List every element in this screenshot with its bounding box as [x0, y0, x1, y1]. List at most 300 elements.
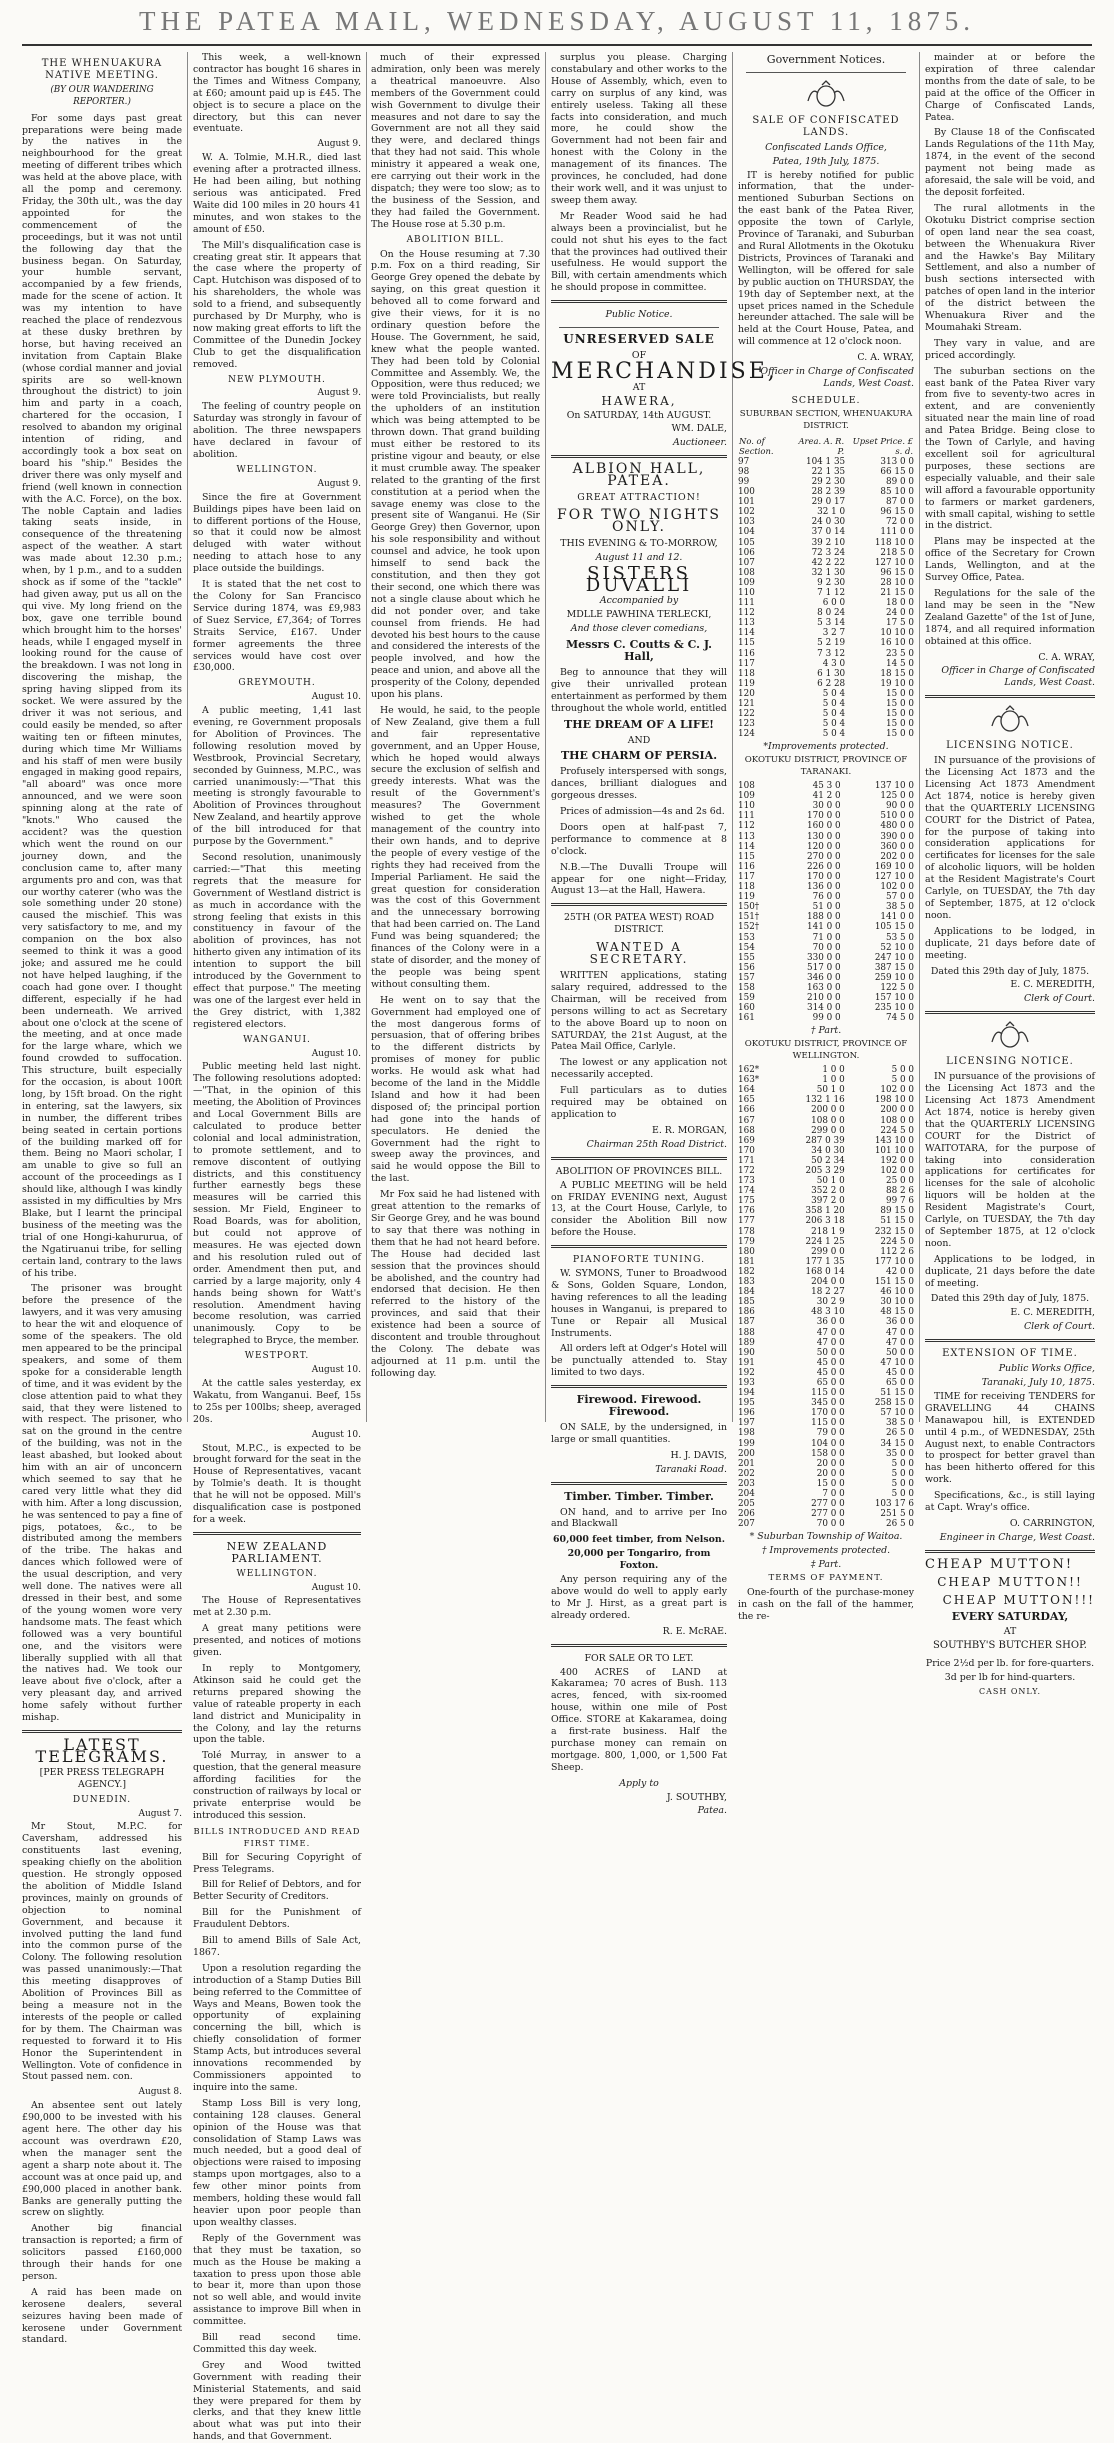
confiscated-lands-heading: SALE OF CONFISCATED LANDS.: [752, 114, 900, 138]
parliament-subheading: BILLS INTRODUCED AND READ FIRST TIME.: [193, 1825, 361, 1848]
table-cell: 52 10 0: [880, 942, 914, 953]
government-notices-heading: Government Notices.: [766, 53, 886, 66]
table-cell: 20 0 0: [816, 1458, 845, 1469]
table-row: [738, 497, 914, 507]
table-cell: 74 5 0: [886, 1013, 914, 1024]
table-cell: 100: [738, 487, 755, 498]
column-divider: [545, 52, 546, 1422]
schedule-table-2: [738, 781, 914, 1023]
table-cell: 127 10 0: [874, 871, 914, 882]
terms-paragraph: One-fourth of the purchase-money in cash on the fall of the hammer, the re-: [738, 1587, 914, 1622]
table-row: [738, 1247, 914, 1257]
sale-heading: UNRESERVED SALE: [563, 332, 715, 347]
table-cell: 200 0 0: [811, 1105, 845, 1116]
table-row: [738, 1075, 914, 1085]
table-cell: 157 10 0: [874, 993, 914, 1004]
table-cell: 5 0 0: [891, 1458, 914, 1469]
table-cell: 192: [738, 1367, 755, 1378]
table-cell: 76 0 0: [812, 892, 841, 903]
table-cell: 109: [738, 577, 755, 588]
table-cell: 188: [738, 1327, 755, 1338]
table-row: [738, 1317, 914, 1327]
telegram-paragraph: Public meeting held last night. The following resolutions adopted:—"That, in the opinion of this meeting, the Abolition of Provinces and Local Government Bills are calculated to produce better colonial and local administration, to promote settlement, and to remove discontent of outlying districts, and this constituency further earnestly begs these measures will be carried this session. Mr Field, Engineer to Road Boards, was for abolition, but could not approve of measures. He was ejected down and his resolution ruled out of order. Amendment then put, and carried by a large majority, only 4 hands being shown for Watt's resolution. Amendment having become resolution, was carried unanimously. Copy to be telegraphed to Bryce, the member.: [193, 1061, 361, 1347]
sale-place: HAWERA,: [601, 393, 677, 408]
licensing-date: Dated this 29th day of July, 1875.: [930, 965, 1090, 977]
table-cell: 166: [738, 1105, 755, 1116]
table-cell: 7 1 12: [817, 587, 846, 598]
great-attraction: GREAT ATTRACTION!: [577, 492, 701, 504]
table-cell: 150†: [738, 902, 760, 913]
show-dates: August 11 and 12.: [595, 551, 683, 563]
column-header: Area. A. R. P.: [798, 435, 845, 456]
table-cell: 96 15 0: [880, 567, 914, 578]
table-row: [738, 1013, 914, 1023]
albion-hall-heading: ALBION HALL, PATEA.: [572, 461, 706, 490]
table-cell: 201: [738, 1458, 755, 1469]
comedians-label: And those clever comedians,: [570, 623, 708, 635]
table-cell: 21 15 0: [880, 587, 914, 598]
telegram-paragraph: Another big financial transaction is reported; a firm of solicitors passed £160,000 through their hands for one person.: [22, 2223, 182, 2282]
table-cell: 177: [738, 1216, 755, 1227]
table-cell: 4 3 0: [822, 658, 846, 669]
table-cell: 97: [738, 456, 750, 467]
table-cell: 7 0 0: [822, 1489, 845, 1499]
table-cell: 15 0 0: [886, 719, 914, 730]
table-cell: 198 10 0: [874, 1095, 914, 1106]
rule: [559, 327, 719, 328]
table-cell: 330 0 0: [807, 952, 841, 963]
table-cell: 192 0 0: [880, 1155, 914, 1166]
table-cell: 174: [738, 1186, 755, 1197]
table-row: [738, 1408, 914, 1418]
table-row: [738, 1459, 914, 1469]
table-row: [738, 943, 914, 953]
column-3: [371, 52, 540, 1424]
table-cell: 161: [738, 1013, 755, 1024]
table-cell: 165: [738, 1095, 755, 1106]
table-cell: 108: [738, 567, 755, 578]
table-cell: 17 5 0: [886, 618, 914, 629]
table-cell: 89 0 0: [886, 476, 914, 487]
table-cell: 270 0 0: [807, 851, 841, 862]
table-cell: 251 5 0: [880, 1509, 914, 1520]
table-cell: 182: [738, 1266, 755, 1277]
abolition-paragraph: A PUBLIC MEETING will be held on FRIDAY EVENING next, August 13, at the Court House, Carlyle, to consider the Abolition Bill now before the House.: [551, 1179, 727, 1239]
table-cell: 277 0 0: [811, 1499, 845, 1510]
table-cell: 170 0 0: [807, 871, 841, 882]
table-cell: 5 0 4: [822, 688, 846, 699]
newspaper-title: THE PATEA MAIL, WEDNESDAY, AUGUST 11, 1875.: [138, 6, 976, 36]
dateline-place: GREYMOUTH.: [238, 678, 316, 689]
table-cell: 169 10 0: [874, 861, 914, 872]
table-cell: 15 0 0: [886, 709, 914, 720]
table-row: [738, 1267, 914, 1277]
table-cell: 198: [738, 1428, 755, 1439]
parliament-paragraph: The House of Representatives met at 2.30 p.m.: [193, 1595, 361, 1619]
table-cell: 185: [738, 1297, 755, 1308]
every-saturday: EVERY SATURDAY,: [951, 1609, 1069, 1623]
mutton-line-1: CHEAP MUTTON!: [925, 1556, 1074, 1572]
table-cell: 287 0 39: [805, 1135, 845, 1146]
table-cell: 224 5 0: [880, 1125, 914, 1136]
table-cell: 206: [738, 1509, 755, 1520]
table-cell: 102: [738, 507, 755, 518]
table-row: [738, 1116, 914, 1126]
table-cell: 122: [738, 709, 755, 720]
telegram-paragraph: It is stated that the net cost to the Colony for San Francisco Service during 1874, was £9,983 of Suez Service, £7,364; of Torres Straits Service, £167. Under former agreements the three services would have cost over £30,000.: [193, 579, 361, 674]
table-cell: 299 0 0: [811, 1246, 845, 1257]
table-cell: 41 2 0: [812, 791, 841, 802]
table-cell: 115: [738, 638, 755, 649]
extension-heading: EXTENSION OF TIME.: [942, 1348, 1078, 1360]
table-cell: 103 17 6: [874, 1499, 914, 1510]
table-row: [738, 507, 914, 517]
table-row: [738, 1146, 914, 1156]
table-cell: 107: [738, 557, 755, 568]
engineer-name: O. CARRINGTON,: [1009, 1517, 1095, 1529]
table-cell: 111 0 0: [880, 527, 914, 538]
table-cell: 26 5 0: [886, 1428, 914, 1439]
table-cell: 45 3 0: [812, 781, 841, 792]
table-cell: 28 2 39: [811, 487, 846, 498]
table-cell: 205: [738, 1499, 755, 1510]
office-line: Confiscated Lands Office,: [765, 141, 887, 153]
table-row: [738, 1499, 914, 1509]
table-cell: 176: [738, 1206, 755, 1217]
table-cell: 15 0 0: [886, 688, 914, 699]
parliament-paragraph: Bill for the Punishment of Fraudulent Debtors.: [193, 1907, 361, 1931]
table-cell: 188 0 0: [807, 912, 841, 923]
table-row: [738, 1509, 914, 1519]
table-cell: 39 2 10: [811, 537, 846, 548]
table-row: [738, 608, 914, 618]
table-cell: 104: [738, 527, 755, 538]
table-cell: 110: [738, 801, 755, 812]
table-cell: 117: [738, 871, 755, 882]
abolition-heading: ABOLITION OF PROVINCES BILL.: [555, 1165, 723, 1177]
table-cell: 102 0 0: [880, 882, 914, 893]
table-cell: 163 0 0: [807, 982, 841, 993]
table-cell: 5 0 0: [891, 1489, 914, 1499]
table-cell: 5 0 4: [822, 709, 846, 720]
table-cell: 196: [738, 1408, 755, 1419]
section-rule: [925, 1011, 1095, 1014]
table-row: [738, 862, 914, 872]
price-fore: Price 2½d per lb. for fore-quarters.: [925, 1658, 1095, 1670]
table-cell: 172: [738, 1166, 755, 1176]
article-paragraph: The prisoner was brought before the presence of the lawyers, and it was very amusing to hear the wit and eloquence of some of the speakers. The old men appeared to be the principal speakers, and some of them spoke for a considerable length of time, and it was evident by the close attention paid to what they said, that they were listened to with respect. The prisoner, who sat on the ground in the centre of the building, was not in the least abashed, but looked about him with an air of unconcern which seemed to say that he cared very little what they did with him. After a long discussion, he was sentenced to pay a fine of pigs, potatoes, &c., to be distributed among the members of the tribe. The hakas and dances which followed were of the usual description, and very well done. The natives were all dressed in their best, and some of the young women wore very handsome mats. The feast which followed was a very bountiful one, and the visitors were liberally supplied with all that the natives had. We took our leave about five o'clock, after a very pleasant day, and arrived home safely without further mishap.: [22, 1283, 182, 1724]
table-row: [738, 457, 914, 467]
telegram-paragraph: W. A. Tolmie, M.H.R., died last evening after a protracted illness. He had been ailing, but nothing serious was anticipated. Fred Waite did 100 miles in 20 hours 41 minutes, and won stakes to the amount of £50.: [193, 152, 361, 235]
wanted-paragraph: WRITTEN applications, stating salary required, addressed to the Chairman, will be received from persons willing to act as Secretary to the above Board up to noon on SATURDAY, the 21st August, at the Patea Mail Office, Carlyle.: [551, 970, 727, 1053]
table-cell: 121: [738, 699, 755, 709]
table-cell: 160: [738, 1003, 755, 1014]
table-row: [738, 719, 914, 729]
table-cell: 117: [738, 658, 755, 669]
table-cell: 164: [738, 1085, 755, 1096]
table-cell: 105: [738, 537, 755, 548]
table-cell: 120: [738, 688, 755, 699]
telegram-paragraph: This week, a well-known contractor has bought 16 shares in the Times and Witness Company, at £60; amount paid up is £45. The object is to secure a place on the directory, but this can never eventuate.: [193, 52, 361, 135]
table-cell: 224 5 0: [880, 1236, 914, 1247]
table-row: [738, 1166, 914, 1176]
table-cell: 154: [738, 942, 755, 953]
wanted-paragraph: The lowest or any application not necessarily accepted.: [551, 1057, 727, 1081]
schedule-heading: SCHEDULE.: [791, 394, 861, 406]
table-cell: 204: [738, 1489, 755, 1499]
table-row: [738, 517, 914, 527]
parliament-paragraph: Stamp Loss Bill is very long, containing 128 clauses. General opinion of the House was that consolidation of Stamp Laws was much needed, but a good deal of objections were raised to imposing stamps upon mortgages, also to a few other minor points from members, holding these would fall heavier upon poor people than upon wealthy classes.: [193, 2097, 361, 2228]
table-cell: 167: [738, 1115, 755, 1126]
table-cell: 124: [738, 729, 755, 740]
table-cell: 37 0 14: [811, 527, 846, 538]
table-cell: 170 0 0: [807, 811, 841, 822]
terms-paragraph: The suburban sections on the east bank of the Patea River vary from five to seventy-two acres in extent, and are conveniently situated near the main line of road and Patea Bridge. Being close to the Town of Carlyle, and having excellent soil for agricultural purposes, these sections are especially valuable, and their sale will afford a favourable opportunity to farmers or market gardeners, with small capital, wishing to settle in the district.: [925, 365, 1095, 532]
table-row: [738, 1418, 914, 1428]
parliament-paragraph: Upon a resolution regarding the introduction of a Stamp Duties Bill being referred to the Committee of Ways and Means, Bowen took the opportunity of explaining concerning the bill, which is chiefly consolidation of former Stamp Acts, but introduces several innovations recommended by Commissioners appointed to inquire into the same.: [193, 1962, 361, 2093]
table-cell: 32 1 30: [811, 567, 846, 578]
table-cell: 199: [738, 1438, 755, 1449]
table-cell: 110: [738, 587, 755, 598]
officer-name: C. A. WRAY,: [857, 352, 914, 364]
table-row: [738, 1519, 914, 1529]
table-cell: 112: [738, 608, 755, 619]
table-cell: 5 2 19: [817, 638, 846, 649]
show-doors: Doors open at half-past 7, performance to commence at 8 o'clock.: [551, 821, 727, 857]
table-row: [738, 1388, 914, 1398]
table-cell: 50 0 0: [816, 1347, 845, 1358]
column-2: [193, 52, 361, 2443]
table-cell: 116: [738, 861, 755, 872]
table-cell: 89 15 0: [880, 1206, 914, 1217]
table-row: [738, 842, 914, 852]
schedule-footnote: ‡ Part.: [810, 1559, 842, 1571]
licensing-paragraph: IN pursuance of the provisions of the Licensing Act 1873 and the Licensing Act 1873 Amendment Act 1874, notice is hereby given that the QUARTERLY LICENSING COURT for the District of Patea, for the purpose of taking into consideration applications for certificates for licenses for the sale of alcoholic liquors, will be holden at the Resident Magistrate's Court Carlyle, on TUESDAY, the 7th day of September, 1875, at 12 o'clock noon.: [925, 755, 1095, 921]
table-row: [738, 1479, 914, 1489]
table-cell: 1 0 0: [822, 1075, 845, 1086]
table-cell: 159: [738, 993, 755, 1004]
column-divider: [187, 52, 188, 1422]
butcher-shop: SOUTHBY'S BUTCHER SHOP.: [933, 1640, 1087, 1652]
table-cell: 173: [738, 1176, 755, 1187]
table-cell: 5 0 0: [891, 1065, 914, 1076]
royal-crest-icon: [986, 1020, 1034, 1050]
table-cell: 53 5 0: [886, 932, 914, 943]
piano-heading: PIANOFORTE TUNING.: [572, 1254, 706, 1266]
table-cell: 101 10 0: [874, 1145, 914, 1156]
table-cell: 5 0 4: [822, 699, 846, 709]
table-cell: 7 3 12: [817, 648, 846, 659]
licensing-paragraph: Applications to be lodged, in duplicate, 21 days before the date of meeting.: [925, 1253, 1095, 1289]
auctioneer-role: Auctioneer.: [672, 437, 727, 449]
table-cell: 105 15 0: [874, 922, 914, 933]
show-description: Profusely interspersed with songs, dances, brilliant dialogues and gorgeous dresses.: [551, 766, 727, 802]
table-cell: 72 0 0: [886, 517, 914, 528]
table-cell: 202: [738, 1468, 755, 1479]
piano-paragraph: All orders left at Odger's Hotel will be punctually attended to. Stay limited to two days.: [551, 1343, 728, 1379]
table-row: [738, 638, 914, 648]
parliament-paragraph: Bill for Securing Copyright of Press Telegrams.: [193, 1851, 361, 1875]
table-cell: 99: [738, 476, 750, 487]
two-nights: FOR TWO NIGHTS ONLY.: [557, 507, 721, 535]
parliament-paragraph: Bill for Relief of Debtors, and for Better Security of Creditors.: [193, 1879, 361, 1903]
table-cell: 36 0 0: [816, 1317, 845, 1328]
dateline-date: August 8.: [138, 2087, 182, 2098]
table-row: [738, 791, 914, 801]
dateline-place: WELLINGTON.: [236, 1568, 318, 1579]
table-cell: 162*: [738, 1065, 760, 1076]
southby-place: Patea.: [697, 1805, 727, 1817]
officer-role: Officer in Charge of Confiscated Lands, West Coast.: [941, 665, 1095, 689]
table-cell: 57 10 0: [880, 1408, 914, 1419]
table-row: [738, 1287, 914, 1297]
section-rule: [551, 1245, 727, 1248]
telegram-paragraph: Stout, M.P.C., is expected to be brought forward for the seat in the House of Representatives, vacant by Tolmie's death. It is thought that he will not be opposed. Mill's disqualification case is postponed for a week.: [193, 1442, 361, 1525]
road-district-heading: 25TH (OR PATEA WEST) ROAD DISTRICT.: [563, 912, 715, 936]
telegram-paragraph: Second resolution, unanimously carried:—"That this meeting regrets that the measure for Government of Westland district is as much in accordance with the strong feeling that exists in this constituency in favour of the abolition of provinces, has not hitherto given any intimation of its intention to support the bill introduced by the Government to effect that purpose." The meeting was one of the largest ever held in the Grey district, with 1,382 registered electors.: [193, 852, 361, 1030]
table-row: [738, 963, 914, 973]
extension-paragraph: Specifications, &c., is still laying at Capt. Wray's office.: [925, 1490, 1095, 1514]
table-cell: 114: [738, 841, 755, 852]
table-cell: 66 15 0: [880, 466, 914, 477]
terms-paragraph: They vary in value, and are priced accordingly.: [925, 337, 1095, 361]
table-cell: 50 0 0: [886, 1347, 914, 1358]
dateline-place: DUNEDIN.: [72, 1794, 132, 1805]
section-rule: [551, 300, 727, 303]
table-cell: 35 0 0: [886, 1448, 914, 1459]
table-cell: 14 5 0: [886, 658, 914, 669]
table-row: [738, 1307, 914, 1317]
table-row: [738, 1206, 914, 1216]
masthead: [0, 6, 1114, 44]
table-cell: 48 3 10: [811, 1307, 845, 1318]
parliament-paragraph: A great many petitions were presented, and notices of motions given.: [193, 1623, 361, 1659]
for-sale-paragraph: 400 ACRES of LAND at Kakaramea; 70 acres of Bush. 113 acres, fenced, with six-roomed house, within one mile of Post Office. STORE at Kakaramea, doing a first-rate business. Half the purchase money can remain on mortgage. 800, 1,000, or 1,500 Fat Sheep.: [551, 1666, 727, 1773]
table-cell: 118: [738, 882, 755, 893]
table-cell: 50 1 0: [816, 1176, 845, 1187]
accompanied-by: Accompanied by: [599, 595, 679, 607]
parliament-paragraph: much of their expressed admiration, only been was merely a theatrical manoeuvre. Also members of the Government could wish Government to divulge their measures and not dare to say the Government are not all they said they were, and declared things that they had not said. This whole ministry it appeared a weak one, ere carrying out their work in the dispatch; they were too slow; as to the business of the Session, and they had failed the Government. The House rose at 5.30 p.m.: [371, 52, 540, 230]
table-cell: 102 0 0: [880, 1085, 914, 1096]
table-row: [738, 1428, 914, 1438]
telegram-paragraph: At the cattle sales yesterday, ex Wakatu, from Wanganui. Beef, 15s to 25s per 100lbs; sheep, averaged 20s.: [193, 1377, 361, 1425]
table-cell: 205 3 29: [805, 1166, 845, 1176]
dateline-date: August 9.: [317, 388, 361, 399]
table-row: [738, 1126, 914, 1136]
table-cell: 226 0 0: [807, 861, 841, 872]
table-cell: 45 0 0: [816, 1357, 845, 1368]
sale-of: OF: [631, 349, 647, 361]
table-row: [738, 588, 914, 598]
table-cell: 10 10 0: [880, 628, 914, 639]
table-cell: 15 0 0: [886, 729, 914, 740]
table-cell: 210 0 0: [807, 993, 841, 1004]
parliament-paragraph: Bill to amend Bills of Sale Act, 1867.: [193, 1935, 361, 1958]
table-row: [738, 679, 914, 689]
clerk-role: Clerk of Court.: [1023, 1321, 1095, 1333]
firewood-name: H. J. DAVIS,: [670, 1449, 727, 1461]
timber-paragraph: Any person requiring any of the above would do well to apply early to Mr J. Hirst, as a great part is already ordered.: [551, 1574, 727, 1621]
table-cell: 51 15 0: [880, 1216, 914, 1227]
table-cell: 23 5 0: [886, 648, 914, 659]
table-cell: 517 0 0: [807, 962, 841, 973]
table-cell: 9 2 30: [817, 577, 846, 588]
table-row: [738, 902, 914, 912]
table-cell: 1 0 0: [822, 1065, 845, 1076]
table-row: [738, 548, 914, 558]
table-cell: 5 0 0: [891, 1468, 914, 1479]
table-row: [738, 1136, 914, 1146]
table-cell: 24 0 0: [886, 608, 914, 619]
table-cell: 47 0 0: [816, 1337, 845, 1348]
for-sale-heading: FOR SALE OR TO LET.: [584, 1652, 694, 1664]
table-cell: 119: [738, 892, 755, 903]
dateline-place: WANGANUI.: [243, 1034, 311, 1045]
table-cell: 38 5 0: [886, 1418, 914, 1429]
telegram-paragraph: The Mill's disqualification case is creating great stir. It appears that the case where the property of Capt. Hutchison was disposed of to his shareholders, the whole was sold to a friend, and subsequently purchased by Dr Murphy, who is now making great efforts to lift the Committee of the Dunedin Jockey Club to get the disqualification removed.: [193, 239, 361, 370]
table-cell: 112 2 6: [880, 1246, 914, 1257]
table-cell: 5 0 4: [822, 729, 846, 740]
table-cell: 137 10 0: [874, 781, 914, 792]
terms-paragraph: Plans may be inspected at the office of the Secretary for Crown Lands, Wellington, and at the Survey Office, Patea.: [925, 536, 1095, 584]
schedule-footnote: *Improvements protected.: [763, 741, 889, 753]
column-divider: [919, 52, 920, 1422]
firewood-heading: Firewood. Firewood. Firewood.: [576, 1393, 702, 1419]
clerk-name: E. C. MEREDITH,: [1010, 979, 1095, 991]
table-cell: 70 0 0: [812, 942, 841, 953]
table-row: [738, 882, 914, 892]
table-cell: 170: [738, 1145, 755, 1156]
table-row: [738, 1196, 914, 1206]
table-cell: 48 15 0: [880, 1307, 914, 1318]
table-cell: 358 1 20: [805, 1206, 845, 1217]
parliament-paragraph: In reply to Montgomery, Atkinson said he could get the returns prepared showing the value of rateable property in each land district and Municipality in the Colony, and lay the returns upon the table.: [193, 1663, 361, 1746]
table-cell: 155: [738, 952, 755, 963]
table-row: [738, 1358, 914, 1368]
parliament-paragraph: He would, he said, to the people of New Zealand, give them a full and fair representative government, and an Upper House, which he hoped would always secure the exclusion of selfish and greedy interests. What was the result of the Government's measures? The Government wished to get the whole management of the country into their own hands, and to deprive the people of every vestige of the rights they had received from the Imperial Parliament. He said the great question for consideration was the cost of this Government and the unnecessary borrowing that had been carried on. The Land Fund was being squandered; the finances of the Colony were in a state of disorder, and the money of the people was being spent without consulting them.: [371, 704, 540, 990]
table-cell: 85 10 0: [880, 487, 914, 498]
table-row: [738, 487, 914, 497]
table-cell: 113: [738, 618, 755, 629]
table-row: [738, 973, 914, 983]
table-row: [738, 852, 914, 862]
table-cell: 104 1 35: [805, 456, 846, 467]
table-cell: 6 0 0: [822, 598, 846, 609]
messrs-names: Messrs C. Coutts & C. J. Hall,: [565, 638, 713, 664]
table-row: [738, 1378, 914, 1388]
masthead-rule: [22, 44, 1092, 46]
table-cell: 163*: [738, 1075, 760, 1086]
table-cell: 15 0 0: [886, 699, 914, 709]
timber-heading: Timber. Timber. Timber.: [564, 1489, 714, 1503]
table-row: [738, 993, 914, 1003]
telegram-paragraph: Since the fire at Government Buildings pipes have been laid on to different portions of the House, so that it could now be almost deluged with water without needing to attach hose to any place outside the buildings.: [193, 491, 361, 575]
table-row: [738, 1439, 914, 1449]
table-cell: 30 0 0: [812, 801, 841, 812]
table-row: [738, 1469, 914, 1479]
telegram-paragraph: Mr Stout, M.P.C. for Caversham, addressed his constituents last evening, speaking chiefly on the abolition question. He strongly opposed the abolition of Middle Island provinces, mainly on grounds of objection to nominal Government, and because it involved putting the land fund into the common purse of the Colony. The following resolution was passed unanimously:—That this meeting disapproves of Abolition of Provinces Bill as being a measure not in the interests of the people or called for by them. The Chairman was requested to forward it to His Honor the Superintendent in Wellington. Vote of confidence in Stout passed nem. con.: [22, 1821, 182, 2083]
section-rule: [925, 695, 1095, 698]
table-cell: 143 10 0: [874, 1135, 914, 1146]
section-rule: [551, 903, 727, 906]
telegram-paragraph: An absentee sent out lately £90,000 to be invested with his agent here. The other day his account was overdrawn £20, when the manager sent the agent a sharp note about it. The account was at once paid up, and £90,000 placed in another bank. Banks are generally putting the screw on slightly.: [22, 2100, 182, 2219]
table-cell: 224 1 25: [805, 1236, 845, 1247]
dateline-date: August 7.: [138, 1808, 182, 1819]
wanted-heading: WANTED A SECRETARY.: [589, 940, 689, 967]
show-note: N.B.—The Duvalli Troupe will appear for one night—Friday, August 13—at the Hall, Hawera.: [551, 861, 727, 897]
table-cell: 65 0 0: [886, 1377, 914, 1388]
table-row: [738, 618, 914, 628]
